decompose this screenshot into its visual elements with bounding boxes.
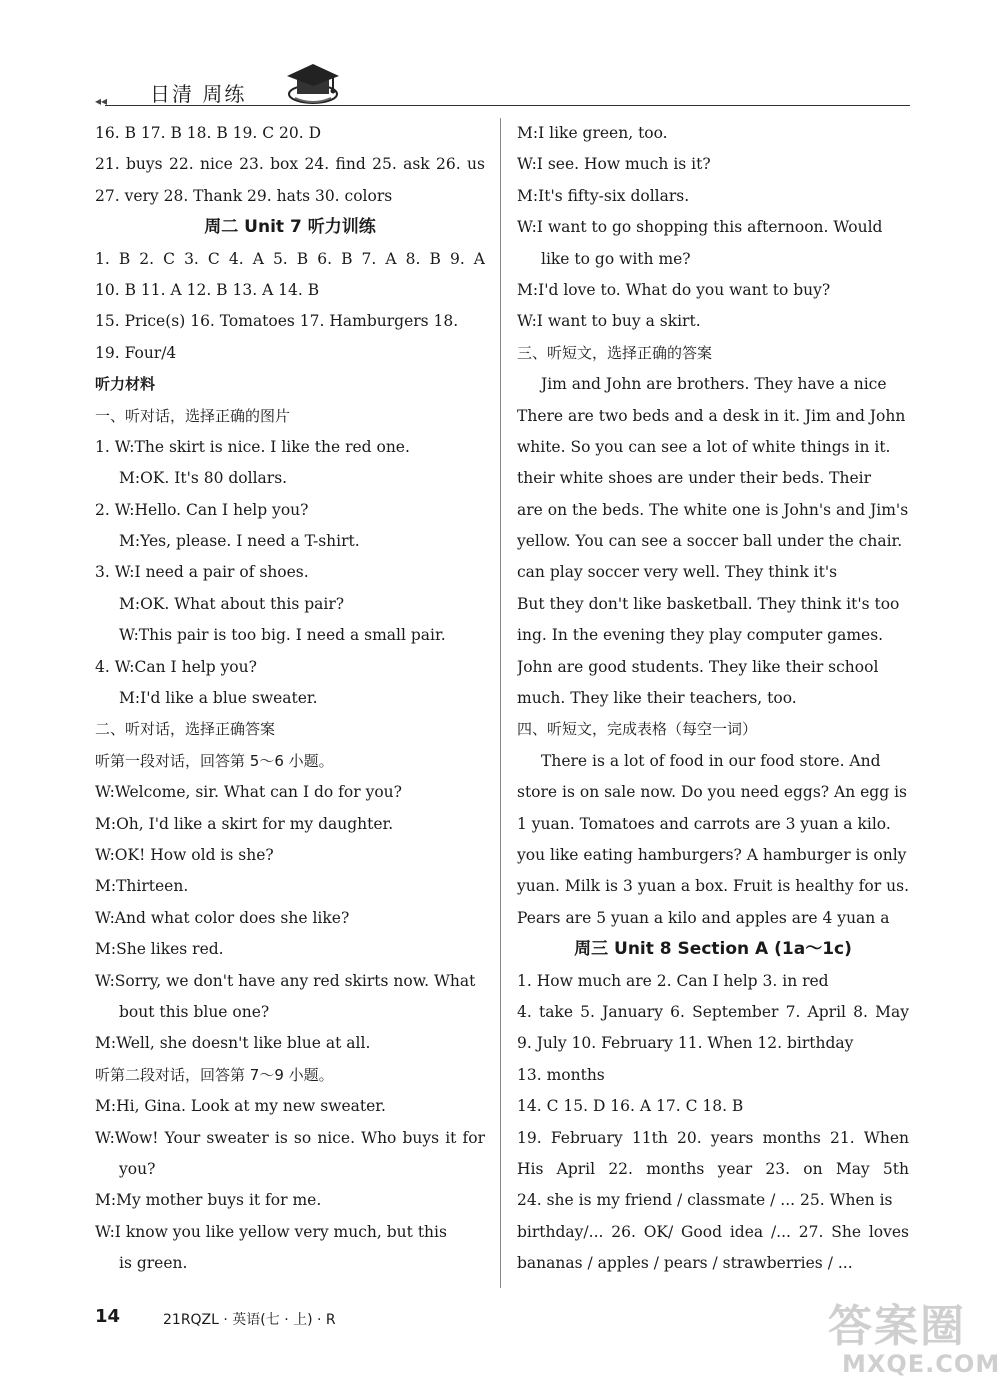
- text-line: M:OK. What about this pair?: [119, 594, 345, 613]
- text-line: W:Sorry, we don't have any red skirts now. What: [95, 971, 476, 990]
- text-line: you like eating hamburgers? A hamburger is only: [517, 845, 907, 864]
- text-line: M:She likes red.: [95, 940, 224, 959]
- text-line: 二、听对话，选择正确答案: [95, 720, 276, 739]
- header-title: 日清 周练: [150, 82, 247, 106]
- text-line: M:OK. It's 80 dollars.: [119, 469, 288, 488]
- text-line: can play soccer very well. They think it's: [517, 563, 838, 582]
- text-line: M:My mother buys it for me.: [95, 1191, 322, 1210]
- text-line: 2. W:Hello. Can I help you?: [95, 500, 309, 519]
- text-line: M:It's fifty-six dollars.: [517, 186, 690, 205]
- text-line: W:I want to buy a skirt.: [517, 312, 701, 331]
- text-line: 听力材料: [95, 375, 156, 394]
- watermark-logo-text: 答案圈: [828, 1301, 966, 1352]
- text-line: Jim and John are brothers. They have a nice: [541, 375, 887, 394]
- text-line: W:I see. How much is it?: [517, 155, 711, 174]
- text-line: bananas / apples / pears / strawberries / ...: [517, 1254, 853, 1273]
- text-line: W:I want to go shopping this afternoon. Would: [517, 218, 883, 237]
- text-line: Pears are 5 yuan a kilo and apples are 4 yuan a: [517, 908, 890, 927]
- text-line: 4. W:Can I help you?: [95, 657, 257, 676]
- text-line: M:I'd love to. What do you want to buy?: [517, 280, 831, 299]
- text-line: 听第一段对话，回答第 5～6 小题。: [95, 751, 334, 770]
- text-line: 16. B 17. B 18. B 19. C 20. D: [95, 124, 322, 142]
- text-line: are on the beds. The white one is John's and Jim's: [517, 500, 909, 519]
- text-line: 15. Price(s) 16. Tomatoes 17. Hamburgers 18.: [95, 312, 459, 331]
- text-line: W:This pair is too big. I need a small pair.: [119, 626, 446, 645]
- text-line: 1. B 2. C 3. C 4. A 5. B 6. B 7. A 8. B 9. A: [95, 249, 485, 268]
- text-line: like to go with me?: [541, 249, 691, 268]
- text-line: There are two beds and a desk in it. Jim and John: [517, 406, 906, 425]
- left-column: [95, 118, 485, 1279]
- column-divider: [500, 118, 501, 1288]
- text-line: 13. months: [517, 1065, 605, 1084]
- text-line: store is on sale now. Do you need eggs? An egg is: [517, 783, 907, 802]
- text-line: M:Oh, I'd like a skirt for my daughter.: [95, 814, 394, 833]
- page-number: 14: [95, 1306, 121, 1327]
- text-line: There is a lot of food in our food store. And: [541, 751, 881, 770]
- text-line: 1. W:The skirt is nice. I like the red one.: [95, 437, 410, 456]
- text-line: 4. take 5. January 6. September 7. April 8. May: [517, 1002, 909, 1021]
- text-line: M:Well, she doesn't like blue at all.: [95, 1034, 371, 1053]
- text-line: 21. buys 22. nice 23. box 24. find 25. ask 26. us: [95, 155, 485, 174]
- text-line: M:Yes, please. I need a T-shirt.: [119, 532, 360, 551]
- text-line: bout this blue one?: [119, 1002, 270, 1021]
- text-line: M:Hi, Gina. Look at my new sweater.: [95, 1097, 386, 1116]
- text-line: W:Welcome, sir. What can I do for you?: [95, 783, 402, 802]
- text-line: their white shoes are under their beds. Their: [517, 469, 872, 488]
- text-line: is green.: [119, 1254, 188, 1273]
- text-line: W:I know you like yellow very much, but this: [95, 1222, 447, 1241]
- text-line: M:I like green, too.: [517, 124, 668, 142]
- text-line: yellow. You can see a soccer ball under the chair.: [517, 532, 903, 551]
- text-line: M:I'd like a blue sweater.: [119, 689, 318, 708]
- text-line: 9. July 10. February 11. When 12. birthday: [517, 1034, 854, 1053]
- text-line: much. They like their teachers, too.: [517, 689, 797, 708]
- text-line: 19. Four/4: [95, 343, 177, 362]
- text-line: 10. B 11. A 12. B 13. A 14. B: [95, 280, 320, 299]
- text-line: His April 22. months year 23. on May 5th: [517, 1159, 909, 1178]
- text-line: W:Wow! Your sweater is so nice. Who buys it for: [95, 1128, 485, 1147]
- text-line: white. So you can see a lot of white things in it.: [517, 437, 891, 456]
- text-line: yuan. Milk is 3 yuan a box. Fruit is healthy for us.: [517, 877, 909, 896]
- page-header: [95, 72, 910, 112]
- text-line: W:And what color does she like?: [95, 908, 350, 927]
- text-line: you?: [119, 1159, 156, 1178]
- text-line: M:Thirteen.: [95, 877, 189, 896]
- graduation-cap-logo-icon: [285, 60, 341, 106]
- text-line: 14. C 15. D 16. A 17. C 18. B: [517, 1097, 744, 1116]
- text-line: 四、听短文，完成表格（每空一词）: [517, 720, 758, 739]
- text-line: 24. she is my friend / classmate / ... 25. When is: [517, 1191, 893, 1210]
- text-line: 19. February 11th 20. years months 21. When: [517, 1128, 909, 1147]
- book-code: 21RQZL · 英语(七 · 上) · R: [163, 1312, 336, 1328]
- text-line: 听第二段对话，回答第 7～9 小题。: [95, 1065, 334, 1084]
- watermark-url: MXQE.COM: [842, 1350, 1000, 1378]
- text-line: 3. W:I need a pair of shoes.: [95, 563, 309, 582]
- right-column: [517, 118, 909, 1279]
- text-line: W:OK! How old is she?: [95, 845, 274, 864]
- text-line: 1 yuan. Tomatoes and carrots are 3 yuan a kilo.: [517, 814, 891, 833]
- text-line: John are good students. They like their school: [517, 657, 879, 676]
- header-rule-right: [350, 105, 910, 106]
- watermark: [820, 1290, 1000, 1385]
- text-line: 27. very 28. Thank 29. hats 30. colors: [95, 186, 393, 205]
- text-line: ing. In the evening they play computer games.: [517, 626, 884, 645]
- text-line: 周三 Unit 8 Section A (1a～1c): [574, 939, 852, 960]
- text-line: 三、听短文，选择正确的答案: [517, 343, 713, 362]
- text-line: 1. How much are 2. Can I help 3. in red: [517, 971, 829, 990]
- text-line: birthday/... 26. OK/ Good idea /... 27. She loves: [517, 1222, 909, 1241]
- header-arrow: ◂◂: [95, 94, 108, 108]
- text-line: 周二 Unit 7 听力训练: [204, 217, 376, 238]
- text-line: 一、听对话，选择正确的图片: [95, 406, 291, 425]
- page-footer: [95, 1306, 336, 1328]
- text-line: But they don't like basketball. They think it's too: [517, 594, 900, 613]
